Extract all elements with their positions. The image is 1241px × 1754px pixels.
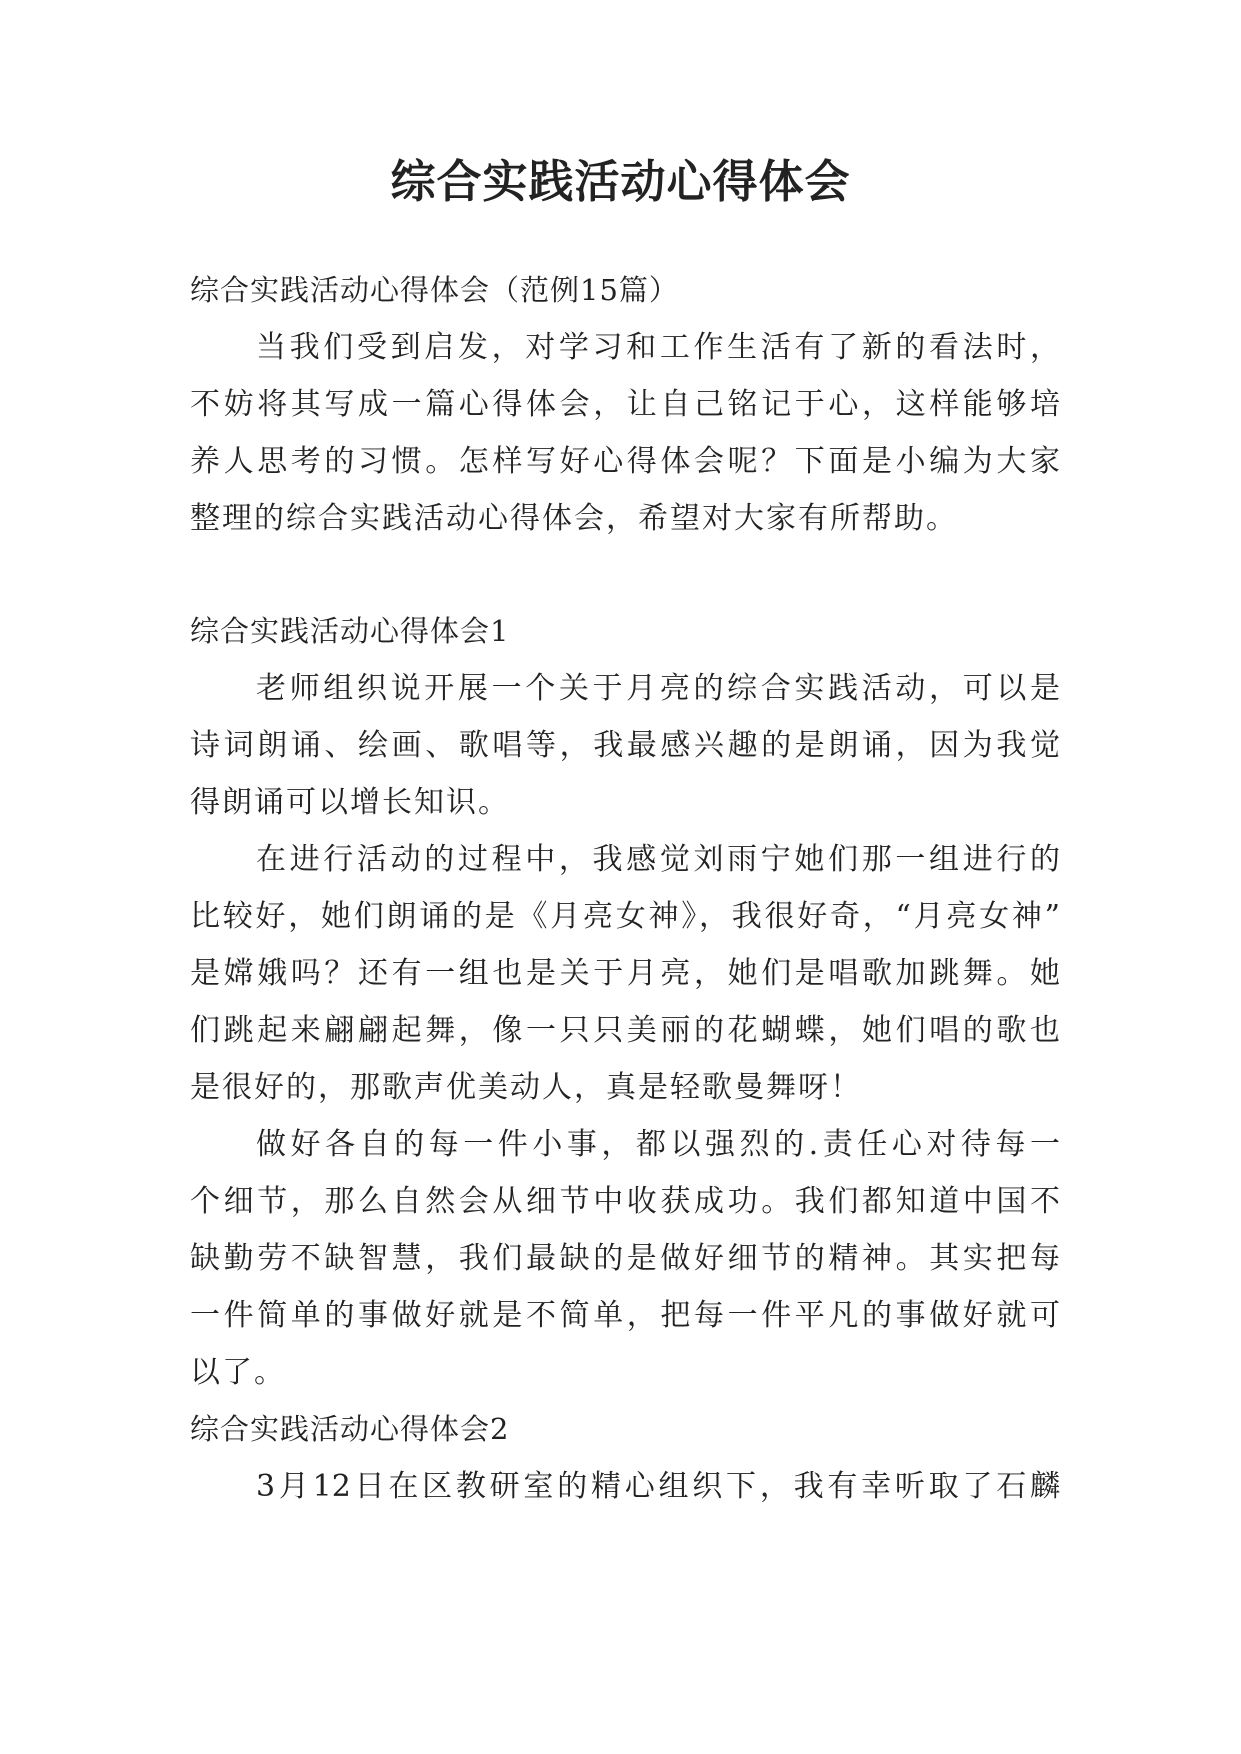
paragraph-line: 养人思考的习惯。怎样写好心得体会呢？下面是小编为大家 [190,444,1060,479]
paragraph-line: 做好各自的每一件小事，都以强烈的.责任心对待每一 [256,1127,1060,1162]
section-heading: 综合实践活动心得体会（范例15篇） [190,273,679,307]
paragraph-line: 得朗诵可以增长知识。 [190,785,510,820]
section-heading: 综合实践活动心得体会2 [190,1412,510,1446]
paragraph-line: 们跳起来翩翩起舞，像一只只美丽的花蝴蝶，她们唱的歌也 [190,1013,1060,1048]
paragraph-line: 在进行活动的过程中，我感觉刘雨宁她们那一组进行的 [256,842,1060,877]
paragraph-line: 不妨将其写成一篇心得体会，让自己铭记于心，这样能够培 [190,387,1060,422]
paragraph-line: 以了。 [190,1355,286,1390]
paragraph-line: 诗词朗诵、绘画、歌唱等，我最感兴趣的是朗诵，因为我觉 [190,728,1060,763]
paragraph-line: 是很好的，那歌声优美动人，真是轻歌曼舞呀！ [190,1070,862,1105]
document-body [190,262,1060,1515]
paragraph-line: 个细节，那么自然会从细节中收获成功。我们都知道中国不 [190,1184,1060,1219]
paragraph-line: 一件简单的事做好就是不简单，把每一件平凡的事做好就可 [190,1298,1060,1333]
document-title: 综合实践活动心得体会 [390,155,851,208]
paragraph-line: 缺勤劳不缺智慧，我们最缺的是做好细节的精神。其实把每 [190,1241,1060,1276]
paragraph-line: 比较好，她们朗诵的是《月亮女神》，我很好奇，“月亮女神” [190,899,1060,934]
paragraph-line: 老师组织说开展一个关于月亮的综合实践活动，可以是 [256,671,1060,706]
paragraph-line: 3月12日在区教研室的精心组织下，我有幸听取了石麟 [256,1469,1060,1504]
section-gap [190,547,1060,603]
paragraph-line: 当我们受到启发，对学习和工作生活有了新的看法时， [256,330,1060,365]
paragraph-line: 是嫦娥吗？还有一组也是关于月亮，她们是唱歌加跳舞。她 [190,956,1060,991]
paragraph-line: 整理的综合实践活动心得体会，希望对大家有所帮助。 [190,501,958,536]
section-heading: 综合实践活动心得体会1 [190,614,510,648]
